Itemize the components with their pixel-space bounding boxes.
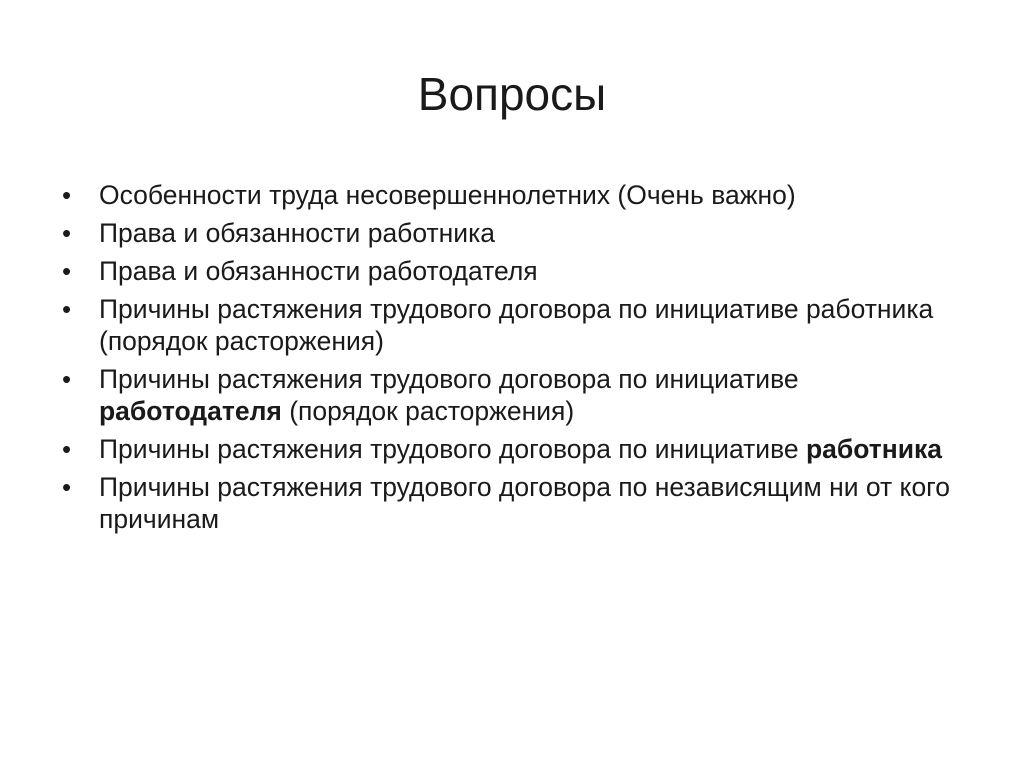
bullet-item [62,255,982,287]
bullet-dot-icon: • [62,218,72,248]
bullet-text-segment: Особенности труда несовершеннолетних (Очень важно) [99,180,796,210]
bullet-text-segment: (порядок расторжения) [281,396,575,426]
bullet-text-segment: Причины растяжения трудового договора по независящим ни от кого причинам [99,472,951,534]
bullet-item [62,217,982,249]
bullet-item [62,179,982,211]
bullet-dot-icon: • [62,180,72,210]
bullet-text [99,294,933,356]
bullet-text [99,180,796,210]
bullet-item [62,471,982,535]
bullet-text [99,218,495,248]
bullet-dot-icon: • [62,256,72,286]
bullet-item [62,433,982,465]
bullet-dot-icon: • [62,364,72,394]
bullet-text-segment: Права и обязанности работника [99,218,495,248]
bullet-text-segment: Причины растяжения трудового договора по инициативе работника (порядок расторжения) [99,294,934,356]
slide-title: Вопросы [417,68,607,120]
bullet-text [99,434,942,464]
bullet-list [62,179,982,541]
bullet-text-bold-segment: работодателя [99,396,282,426]
bullet-text-segment: Причины растяжения трудового договора по инициативе [99,434,806,464]
bullet-text-segment: Права и обязанности работодателя [99,256,538,286]
bullet-item [62,363,982,427]
bullet-item [62,293,982,357]
bullet-text [99,256,538,286]
bullet-text-bold-segment: работника [805,434,943,464]
bullet-dot-icon: • [62,294,72,324]
bullet-text-segment: Причины растяжения трудового договора по инициативе [99,364,799,394]
bullet-dot-icon: • [62,472,72,502]
bullet-text [99,472,950,534]
bullet-dot-icon: • [62,434,72,464]
bullet-text [99,364,799,426]
